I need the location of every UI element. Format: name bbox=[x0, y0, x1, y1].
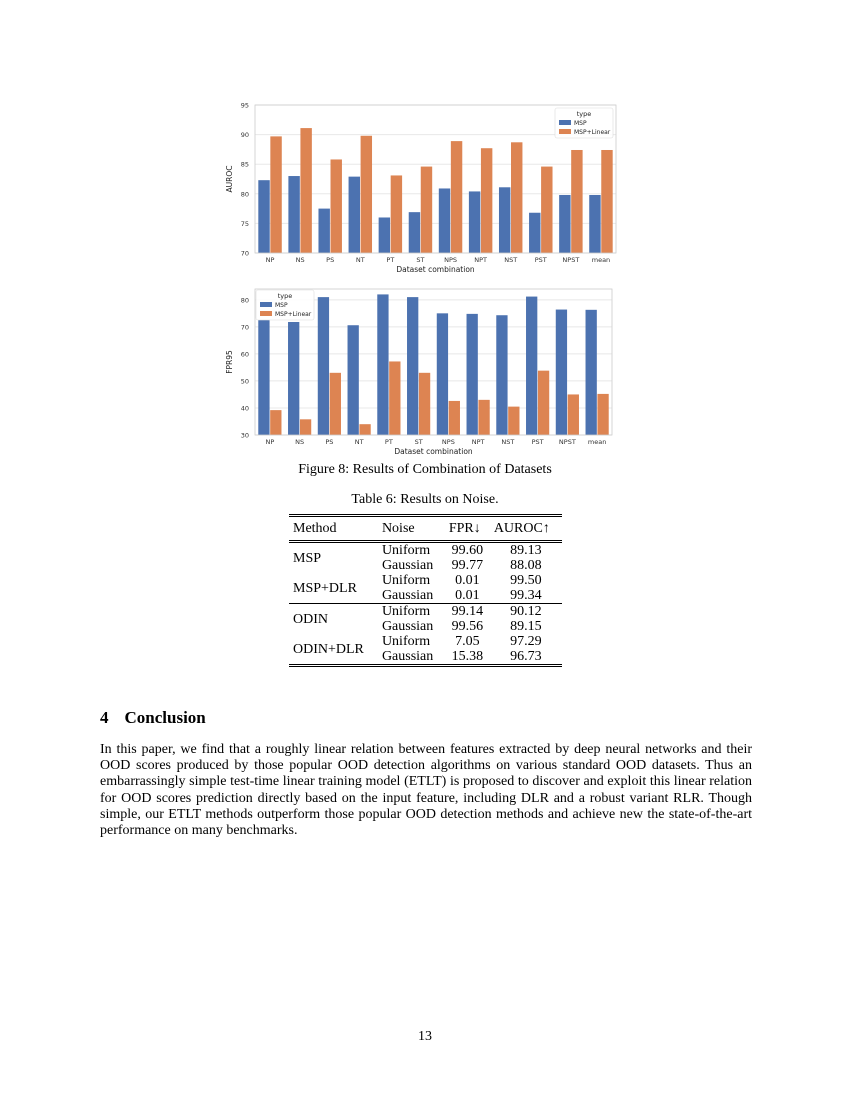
bar-msp-pt bbox=[377, 294, 388, 435]
x-tick-label: NS bbox=[295, 438, 305, 446]
bar-msp-np bbox=[258, 320, 269, 435]
x-tick-label: NST bbox=[501, 438, 515, 446]
bar-msp-nt bbox=[349, 177, 360, 253]
auroc-cell: 89.15 bbox=[510, 619, 542, 634]
x-tick-label: mean bbox=[587, 438, 607, 446]
noise-results-table bbox=[289, 514, 562, 667]
x-tick-label: PST bbox=[534, 256, 547, 264]
noise-cell: Uniform bbox=[381, 543, 431, 558]
bar-msp-ps bbox=[318, 297, 329, 435]
bar-msp-linear-nps bbox=[451, 141, 462, 253]
y-tick-label: 50 bbox=[240, 377, 249, 386]
bar-msp-linear-ns bbox=[300, 419, 311, 435]
x-tick-label: PS bbox=[326, 256, 335, 264]
bar-msp-nst bbox=[499, 187, 510, 253]
bar-msp-linear-pst bbox=[538, 371, 549, 435]
method-cell: ODIN+DLR bbox=[293, 641, 364, 657]
bar-msp-linear-ps bbox=[330, 373, 341, 435]
auroc-cell: 90.12 bbox=[510, 604, 542, 619]
y-tick-label: 30 bbox=[240, 431, 249, 440]
bar-msp-linear-pt bbox=[391, 175, 402, 253]
conclusion-paragraph: In this paper, we find that a roughly linear relation between features extracted by deep neural networks and their OOD scores produced by those popular OOD detection algorithms on various standard OOD datasets. Thus an embarrassingly simple test-time linear training model (ETLT) is proposed to discover and exploit this linear relation for OOD scores prediction directly based on the input feature, including DLR and a robust variant RLR. Though simple, our ETLT methods outperform those popular OOD detection methods and achieve new the state-of-the-art performance on many benchmarks. bbox=[100, 742, 752, 839]
x-tick-label: NT bbox=[354, 438, 364, 446]
table-row bbox=[289, 604, 562, 620]
bar-msp-pt bbox=[379, 217, 390, 253]
method-cell: MSP+DLR bbox=[293, 580, 357, 596]
y-tick-label: 70 bbox=[240, 249, 249, 258]
bar-msp-linear-nst bbox=[511, 142, 522, 253]
method-cell: MSP bbox=[293, 550, 322, 566]
bar-msp-linear-nst bbox=[508, 407, 519, 435]
header-fpr: FPR↓ bbox=[448, 521, 481, 536]
legend-swatch bbox=[559, 120, 571, 125]
bar-msp-linear-ps bbox=[331, 159, 342, 253]
x-tick-label: PT bbox=[386, 256, 395, 264]
y-tick-label: 70 bbox=[240, 323, 249, 332]
table-row bbox=[289, 542, 562, 559]
auroc-cell: 88.08 bbox=[510, 558, 542, 573]
bar-msp-linear-nps bbox=[449, 401, 460, 435]
bar-msp-linear-st bbox=[419, 373, 430, 435]
legend-swatch bbox=[260, 311, 272, 316]
bar-msp-linear-st bbox=[421, 167, 432, 253]
fpr-cell: 99.60 bbox=[451, 543, 484, 558]
page-number: 13 bbox=[418, 1029, 432, 1044]
bar-msp-linear-nt bbox=[359, 424, 370, 435]
fpr-cell: 15.38 bbox=[451, 649, 484, 664]
x-tick-label: NP bbox=[265, 256, 275, 264]
auroc-cell: 89.13 bbox=[510, 543, 542, 558]
bar-msp-np bbox=[258, 180, 269, 253]
fpr-cell: 99.77 bbox=[451, 558, 484, 573]
bar-msp-linear-npst bbox=[571, 150, 582, 253]
bar-msp-linear-mean bbox=[597, 394, 608, 435]
x-tick-label: NS bbox=[295, 256, 305, 264]
fpr95-bar-chart bbox=[220, 285, 620, 457]
fpr-cell: 0.01 bbox=[455, 573, 480, 588]
y-tick-label: 75 bbox=[240, 219, 249, 228]
bar-msp-linear-pst bbox=[541, 167, 552, 253]
x-tick-label: PST bbox=[531, 438, 544, 446]
legend-swatch bbox=[559, 129, 571, 134]
bar-msp-linear-nt bbox=[361, 136, 372, 253]
bar-msp-pst bbox=[529, 213, 540, 253]
y-tick-label: 80 bbox=[240, 296, 249, 305]
y-axis-label: FPR95 bbox=[225, 350, 234, 374]
auroc-cell: 99.50 bbox=[510, 573, 542, 588]
x-tick-label: PS bbox=[325, 438, 334, 446]
y-tick-label: 60 bbox=[240, 350, 249, 359]
fpr-cell: 0.01 bbox=[455, 588, 480, 603]
bar-msp-nt bbox=[348, 325, 359, 435]
y-tick-label: 40 bbox=[240, 404, 249, 413]
header-noise: Noise bbox=[381, 521, 415, 536]
section-heading bbox=[100, 708, 206, 728]
y-tick-label: 80 bbox=[240, 190, 249, 199]
noise-cell: Gaussian bbox=[381, 588, 434, 603]
x-tick-label: NPST bbox=[558, 438, 576, 446]
x-tick-label: PT bbox=[384, 438, 393, 446]
header-method: Method bbox=[293, 521, 337, 536]
x-tick-label: NPT bbox=[471, 438, 485, 446]
bar-msp-linear-pt bbox=[389, 361, 400, 435]
x-axis-label: Dataset combination bbox=[394, 447, 473, 456]
bar-msp-npt bbox=[469, 191, 480, 253]
fpr-cell: 7.05 bbox=[455, 634, 480, 649]
legend-title: type bbox=[277, 292, 293, 300]
legend bbox=[256, 290, 314, 320]
x-tick-label: ST bbox=[414, 438, 423, 446]
bar-msp-npst bbox=[556, 310, 567, 435]
bar-msp-linear-np bbox=[270, 410, 281, 435]
x-tick-label: NT bbox=[355, 256, 365, 264]
noise-cell: Uniform bbox=[381, 634, 431, 649]
x-tick-label: NPST bbox=[562, 256, 580, 264]
x-axis-label: Dataset combination bbox=[396, 265, 475, 274]
noise-cell: Gaussian bbox=[381, 558, 434, 573]
y-tick-label: 85 bbox=[240, 160, 249, 169]
auroc-chart-svg bbox=[220, 98, 620, 276]
section-title: Conclusion bbox=[124, 708, 206, 727]
bar-msp-linear-ns bbox=[300, 128, 311, 253]
x-tick-label: NPS bbox=[444, 256, 458, 264]
fpr-chart-svg bbox=[220, 285, 620, 457]
bar-msp-linear-npt bbox=[481, 148, 492, 253]
table-row bbox=[289, 573, 562, 588]
table-row bbox=[289, 634, 562, 649]
bar-msp-npt bbox=[467, 314, 478, 435]
bar-msp-nst bbox=[496, 315, 507, 435]
noise-cell: Uniform bbox=[381, 604, 431, 619]
bar-msp-pst bbox=[526, 297, 537, 435]
section-number: 4 bbox=[100, 708, 109, 727]
bar-msp-nps bbox=[439, 188, 450, 253]
y-tick-label: 90 bbox=[240, 131, 249, 140]
legend-label: MSP bbox=[574, 120, 587, 127]
auroc-cell: 96.73 bbox=[510, 649, 542, 664]
bar-msp-linear-mean bbox=[601, 150, 612, 253]
legend-label: MSP+Linear bbox=[574, 129, 611, 136]
x-tick-label: NPS bbox=[441, 438, 455, 446]
bar-msp-ns bbox=[288, 176, 299, 253]
bar-msp-mean bbox=[589, 195, 600, 253]
legend-label: MSP bbox=[275, 302, 288, 309]
bar-msp-ps bbox=[318, 209, 329, 253]
bar-msp-linear-np bbox=[270, 136, 281, 253]
y-axis-label: AUROC bbox=[225, 165, 234, 193]
x-tick-label: NP bbox=[265, 438, 275, 446]
x-tick-label: ST bbox=[416, 256, 425, 264]
noise-cell: Uniform bbox=[381, 573, 431, 588]
noise-cell: Gaussian bbox=[381, 619, 434, 634]
bar-msp-linear-npt bbox=[478, 400, 489, 435]
method-cell: ODIN bbox=[293, 611, 328, 627]
auroc-cell: 99.34 bbox=[510, 588, 542, 603]
x-tick-label: NST bbox=[504, 256, 518, 264]
auroc-cell: 97.29 bbox=[510, 634, 542, 649]
fpr-cell: 99.14 bbox=[451, 604, 484, 619]
y-tick-label: 95 bbox=[240, 101, 249, 110]
x-tick-label: NPT bbox=[474, 256, 488, 264]
legend-label: MSP+Linear bbox=[275, 311, 312, 318]
bar-msp-mean bbox=[586, 310, 597, 435]
x-tick-label: mean bbox=[591, 256, 611, 264]
bar-msp-npst bbox=[559, 195, 570, 253]
bar-msp-ns bbox=[288, 322, 299, 435]
legend-title: type bbox=[576, 110, 592, 118]
table-caption: Table 6: Results on Noise. bbox=[351, 492, 499, 507]
legend-swatch bbox=[260, 302, 272, 307]
fpr-cell: 99.56 bbox=[451, 619, 484, 634]
figure-caption: Figure 8: Results of Combination of Datasets bbox=[298, 462, 552, 477]
noise-cell: Gaussian bbox=[381, 649, 434, 664]
bar-msp-linear-npst bbox=[568, 394, 579, 435]
header-auroc: AUROC↑ bbox=[493, 521, 550, 536]
bar-msp-nps bbox=[437, 313, 448, 435]
legend bbox=[555, 108, 613, 138]
bar-msp-st bbox=[409, 212, 420, 253]
auroc-bar-chart bbox=[220, 98, 620, 276]
table-header-row bbox=[289, 516, 562, 542]
bar-msp-st bbox=[407, 297, 418, 435]
